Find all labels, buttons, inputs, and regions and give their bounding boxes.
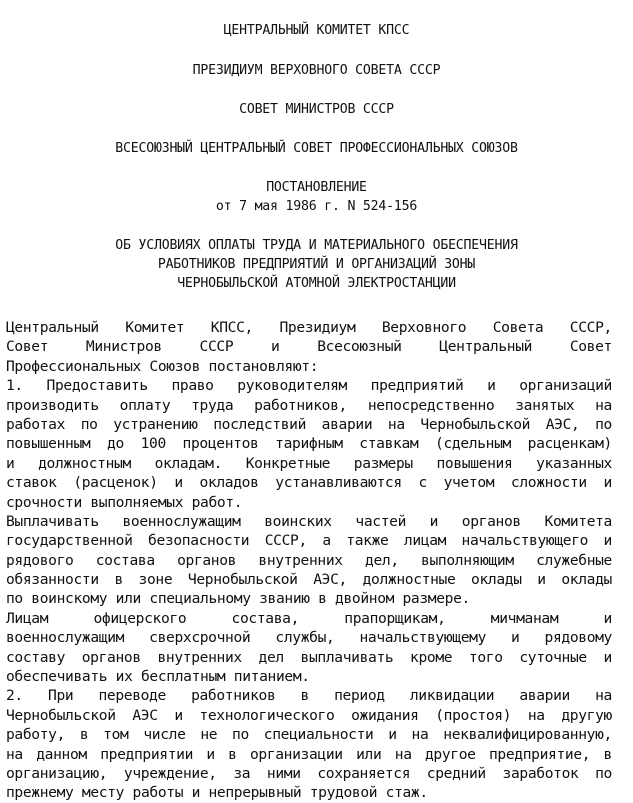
body-line: по воинскому или специальному званию в двойном размере. [6, 590, 470, 608]
body-line: Центральный Комитет КПСС, Президиум Верховного Совета СССР, [6, 319, 612, 336]
body-line: на данном предприятии и в организации или на другое предприятие, в [6, 745, 612, 763]
body-line: государственной безопасности СССР, а также лицам начальствующего и [6, 532, 612, 550]
body-line: составу органов внутренних дел выплачивать кроме того суточные и [6, 648, 612, 666]
body-line: и должностным окладам. Конкретные размеры повышения указанных [6, 454, 612, 472]
document-body [6, 318, 612, 803]
body-line: военнослужащим сверхсрочной службы, начальствующему и рядовому [6, 629, 612, 647]
body-line: Выплачивать военнослужащим воинских частей и органов Комитета [6, 512, 612, 530]
body-line: производить оплату труда работников, непосредственно занятых на [6, 396, 612, 414]
body-line: Чернобыльской АЭС и технологического ожидания (простоя) на другую [6, 706, 612, 724]
body-line: 2. При переводе работников в период ликвидации аварии на [6, 687, 612, 705]
body-line: повышенным до 100 процентов тарифным ставкам (сдельным расценкам) [6, 435, 612, 453]
issuer-council-of-ministers: СОВЕТ МИНИСТРОВ СССР [239, 102, 394, 117]
body-line: работу, в том числе не по специальности и на неквалифицированную, [6, 726, 612, 744]
body-line: Профессиональных Союзов постановляют: [6, 357, 319, 375]
issuer-trade-unions: ВСЕСОЮЗНЫЙ ЦЕНТРАЛЬНЫЙ СОВЕТ ПРОФЕССИОНАЛЬНЫХ СОЮЗОВ [115, 141, 518, 156]
body-line: обеспечивать их бесплатным питанием. [6, 668, 310, 686]
document-type: ПОСТАНОВЛЕНИЕ [266, 180, 367, 195]
body-line: ставок (расценок) и окладов устанавливаются с учетом сложности и [6, 474, 612, 492]
issuer-cpsu: ЦЕНТРАЛЬНЫЙ КОМИТЕТ КПСС [223, 23, 410, 38]
body-line: Лицам офицерского состава, прапорщикам, мичманам и [6, 609, 612, 627]
document-date-number: от 7 мая 1986 г. N 524-156 [215, 199, 418, 214]
body-line: 1. Предоставить право руководителям предприятий и организаций [6, 377, 612, 395]
document-title-line-2: РАБОТНИКОВ ПРЕДПРИЯТИЙ И ОРГАНИЗАЦИЙ ЗОНЫ [157, 257, 476, 272]
document-title-line-3: ЧЕРНОБЫЛЬСКОЙ АТОМНОЙ ЭЛЕКТРОСТАНЦИИ [177, 276, 456, 291]
body-line: обязанности в зоне Чернобыльской АЭС, должностные оклады и оклады [6, 571, 612, 589]
document-title-line-1: ОБ УСЛОВИЯХ ОПЛАТЫ ТРУДА И МАТЕРИАЛЬНОГО ОБЕСПЕЧЕНИЯ [115, 238, 518, 253]
body-line: срочности выполняемых работ. [6, 493, 243, 511]
body-line: рядового состава органов внутренних дел, выполняющим служебные [6, 551, 612, 569]
body-line: прежнему месту работы и непрерывный трудовой стаж. [6, 784, 428, 802]
issuer-presidium: ПРЕЗИДИУМ ВЕРХОВНОГО СОВЕТА СССР [192, 63, 441, 78]
body-line: работах по устранению последствий аварии на Чернобыльской АЭС, по [6, 415, 612, 433]
body-line: Совет Министров СССР и Всесоюзный Центральный Совет [6, 338, 612, 356]
body-line: организацию, учреждение, за ними сохраняется средний заработок по [6, 764, 612, 782]
